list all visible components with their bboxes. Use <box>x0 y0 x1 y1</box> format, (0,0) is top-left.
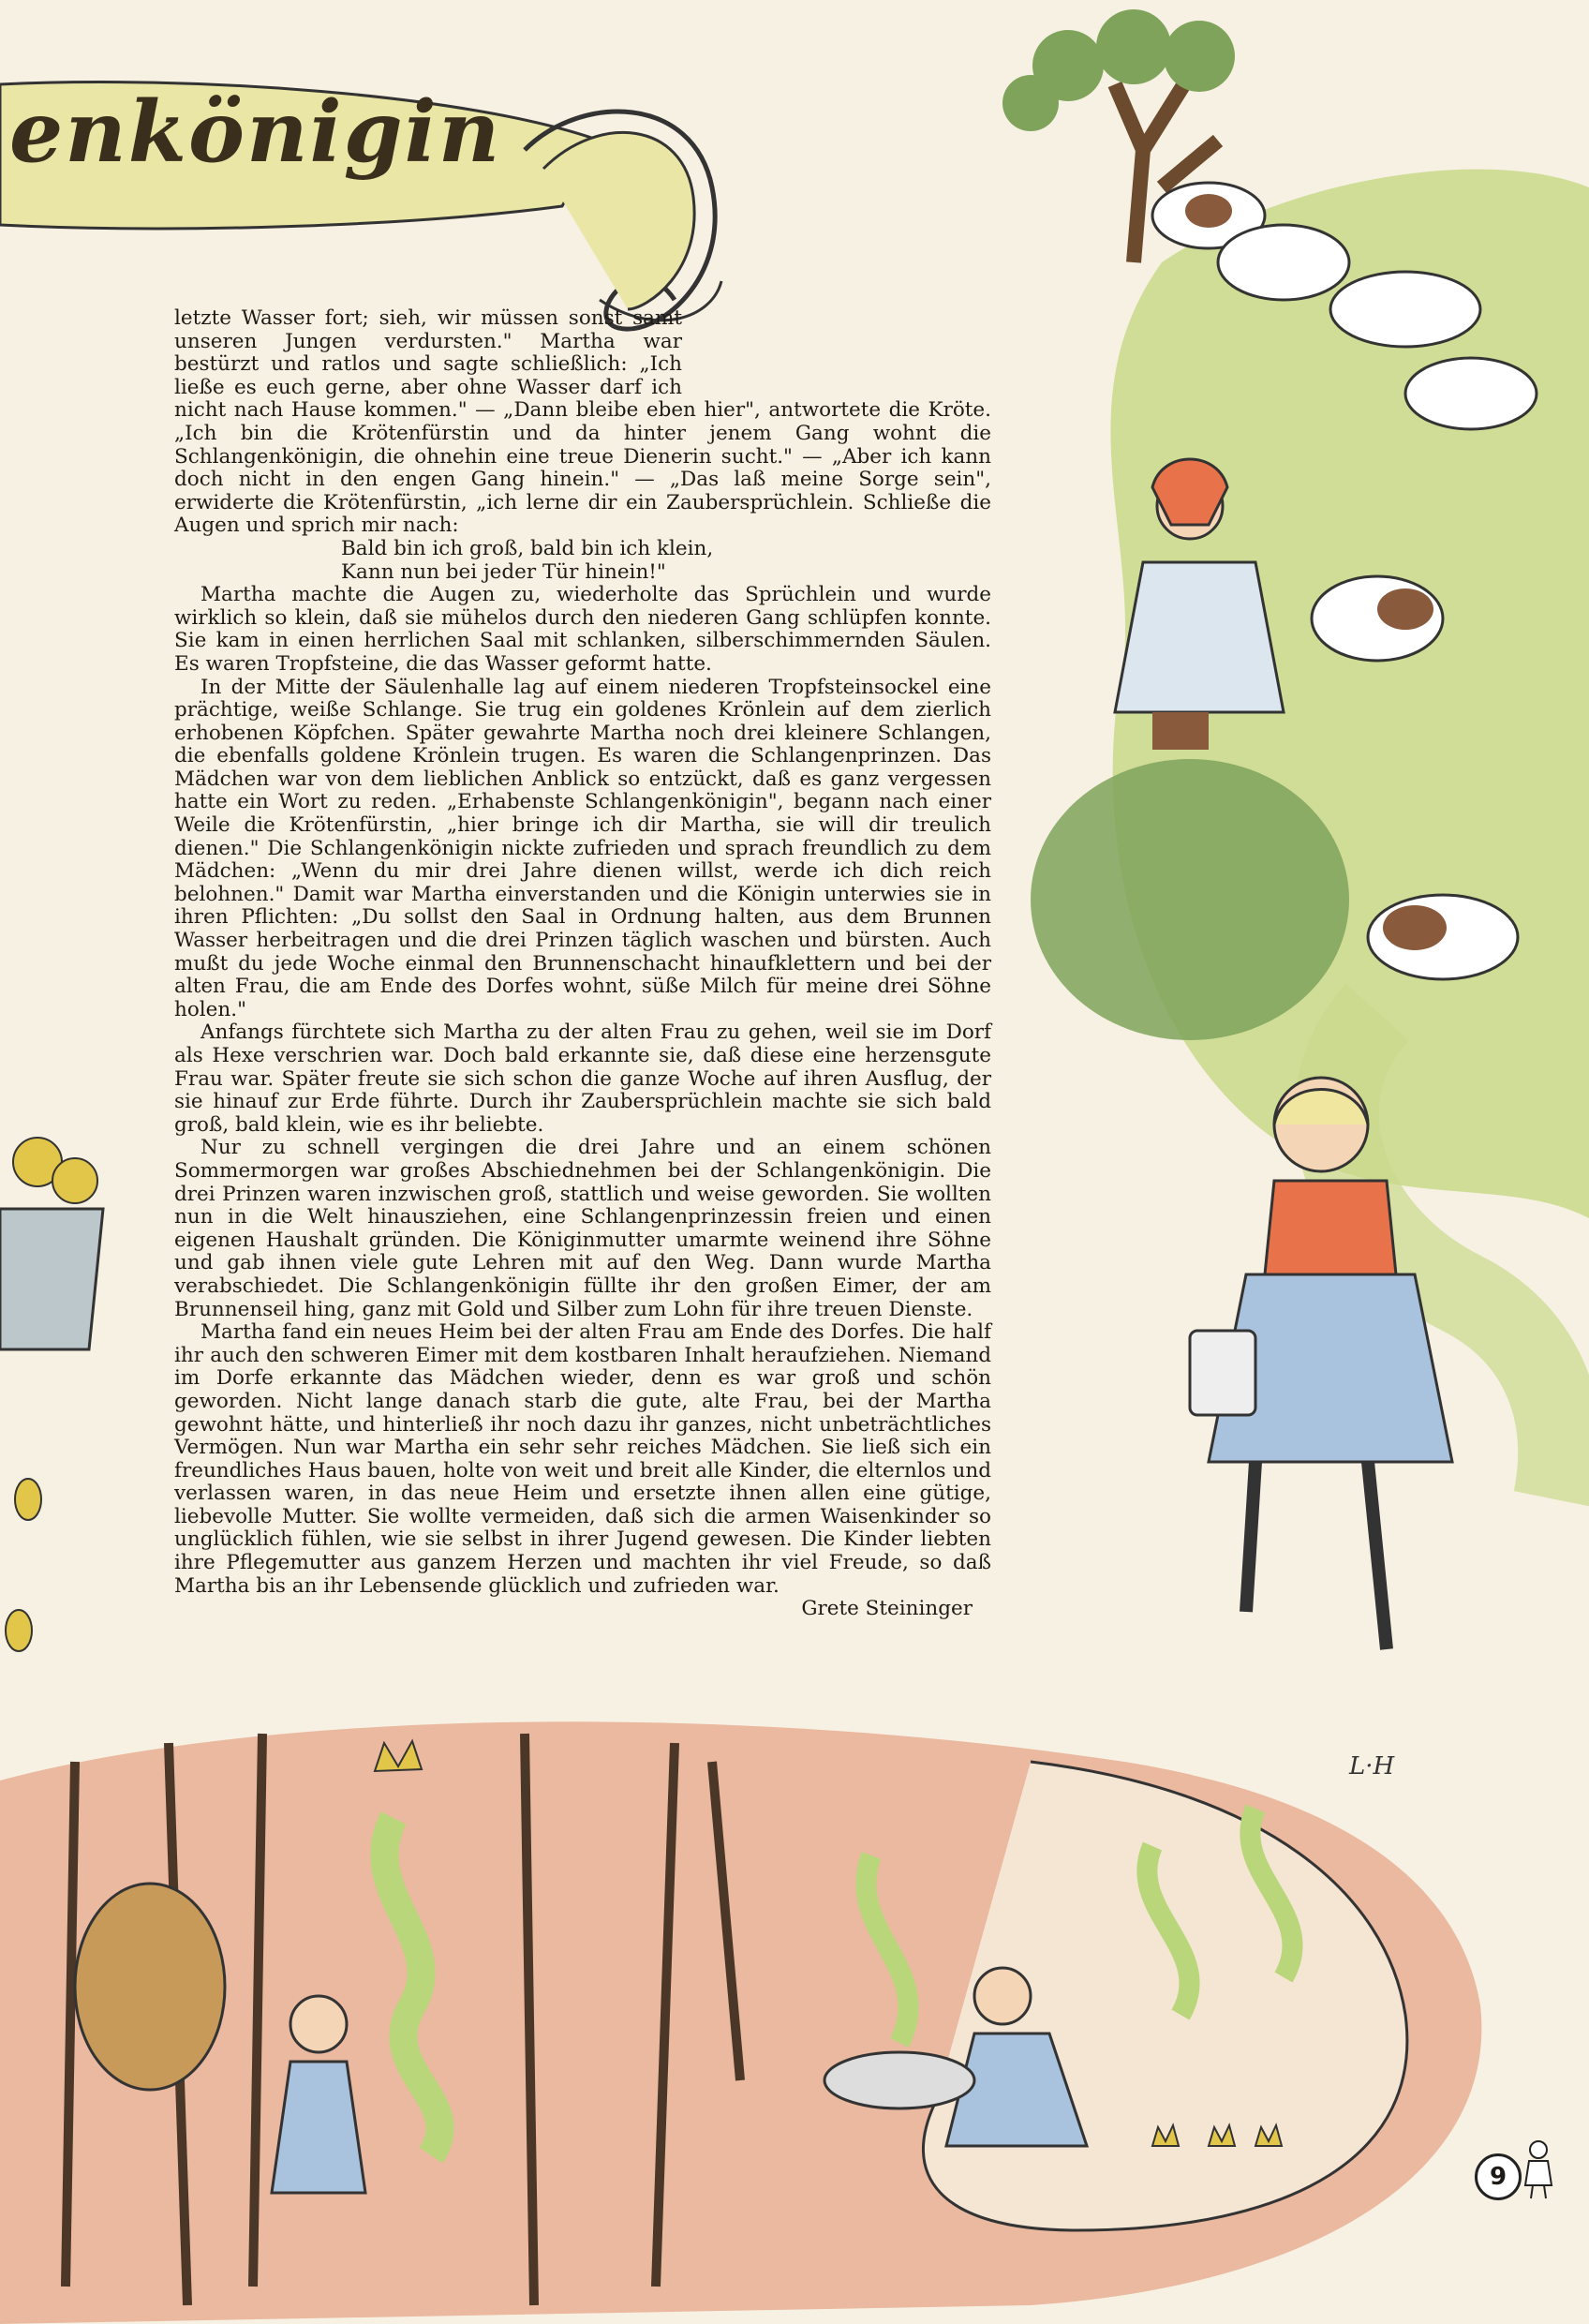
story-paragraph: Nur zu schnell vergingen die drei Jahre und an einem schönen Sommermorgen war großes Abschiednehmen bei der Schlangenkönigin. Die drei Prinzen waren inzwischen groß, stattlich und weise geworden. Sie wollten nun in die Welt hinausziehen, eine Schlangenprinzessin freien und einen eigenen Haushalt gründen. Die Königinmutter umarmte weinend ihre Söhne und gab ihnen viele gute Lehren mit auf den Weg. Dann wurde Martha verabschiedet. Die Schlangenkönigin füllte ihr den großen Eimer, der am Brunnenseil hing, ganz mit Gold und Silber zum Lohn für ihre treuen Dienste. <box>174 1136 991 1321</box>
goat <box>1405 358 1537 429</box>
goat <box>1330 272 1480 347</box>
story-paragraph: In der Mitte der Säulenhalle lag auf einem niederen Tropfsteinsockel eine prächtige, weiße Schlange. Sie trug ein goldenes Krönlein auf dem zierlich erhobenen Köpfchen. Später gewahrte Martha noch drei kleinere Schlangen, die ebenfalls goldene Krönlein trugen. Es waren die Schlangenprinzen. Das Mädchen war von dem lieblichen Anblick so entzückt, daß es ganz vergessen hatte ein Wort zu reden. „Erhabenste Schlangenkönigin", begann nach einer Weile die Krötenfürstin, „hier bringe ich dir Martha, sie will dir treulich dienen." Die Schlangenkönigin nickte zufrieden und sprach freundlich zu dem Mädchen: „Wenn du mir drei Jahre dienen willst, werde ich dich reich belohnen." Damit war Martha einverstanden und die Königin unterwies sie in ihren Pflichten: „Du sollst den Saal in Ordnung halten, aus dem Brunnen Wasser herbeitragen und die drei Prinzen täglich waschen und bürsten. Auch mußt du jede Woche einmal den Brunnenschacht hinaufklettern und bei der alten Frau, die am Ende des Dorfes wohnt, süße Milch für meine drei Söhne holen." <box>174 675 991 1021</box>
spell-line: Bald bin ich groß, bald bin ich klein, <box>341 536 714 560</box>
coin-bucket-illustration <box>0 1125 122 1706</box>
author: Grete Steininger <box>801 1597 973 1621</box>
goat-illustration <box>974 0 1589 1743</box>
story-paragraph: Anfangs fürchtete sich Martha zu der alten Frau zu gehen, weil sie im Dorf als Hexe verschrien war. Doch bald erkannte sie, daß diese eine herzensgute Frau war. Später freute sie sich schon die ganze Woche auf ihren Ausflug, der sie hinauf zur Erde führte. Durch ihr Zaubersprüchlein machte sie sich bald groß, bald klein, wie es ihr beliebte. <box>174 1020 991 1137</box>
text-wrap-spacer <box>682 307 991 378</box>
cave-illustration <box>0 1706 1589 2324</box>
story-text <box>174 307 991 1621</box>
leafy-branch <box>1031 759 1349 1040</box>
spell-line: Kann nun bei jeder Tür hinein!" <box>341 559 666 584</box>
story-paragraph: letzte Wasser fort; sieh, wir müssen sonst samt unseren Jungen verdursten." Martha war bestürzt und ratlos und sagte schließlich: „Ich ließe es euch gerne, aber ohne Wasser darf ich nicht nach Hause kommen." — „Dann bleibe eben hier", antwortete die Kröte. „Ich bin die Krötenfürstin und da hinter jenem Gang wohnt die Schlangenkönigin, die ohnehin eine treue Dienerin sucht." — „Aber ich kann doch nicht in den engen Gang hinein." — „Das laß meine Sorge sein", erwiderte die Krötenfürstin, „ich lerne dir ein Zaubersprüchlein. Schließe die Augen und sprich mir nach: <box>174 306 991 538</box>
goat <box>1368 895 1518 979</box>
goat <box>1218 225 1349 300</box>
page-number: 9 <box>1475 2153 1522 2200</box>
goat <box>1312 576 1443 661</box>
story-paragraph: Martha machte die Augen zu, wiederholte das Sprüchlein und wurde wirklich so klein, daß sie mühelos durch den niederen Gang schlüpfen konnte. Sie kam in einen herrlichen Saal mit schlanken, silberschimmernden Säulen. Es waren Tropfsteine, die das Wasser geformt hatte. <box>174 583 991 676</box>
story-paragraph: Martha fand ein neues Heim bei der alten Frau am Ende des Dorfes. Die half ihr auch den schweren Eimer mit dem kostbaren Inhalt heraufziehen. Niemand im Dorfe erkannte das Mädchen wieder, denn es war groß und schön geworden. Nicht lange danach starb die gute, alte Frau, bei der Martha gewohnt hätte, und hinterließ ihr noch dazu ihr ganzes, nicht unbeträchtliches Vermögen. Nun war Martha ein sehr sehr reiches Mädchen. Sie ließ sich ein freundliches Haus bauen, holte von weit und breit alle Kinder, die elternlos und verlassen waren, in das neue Heim und ersetzte ihnen allen eine gütige, liebevolle Mutter. Sie wollte vermeiden, daß sich die armen Waisenkinder so unglücklich fühlen, wie sie selbst in ihrer Jugend gewesen. Die Kinder liebten ihre Pflegemutter aus ganzem Herzen und machten ihr viel Freude, so daß Martha bis an ihr Lebensende glücklich und zufrieden war. <box>174 1320 991 1598</box>
toad <box>75 1884 225 2090</box>
illustrator-signature: L·H <box>1349 1752 1395 1780</box>
mascot-icon <box>1520 2137 1557 2202</box>
story-title: enkönigin <box>9 82 502 182</box>
